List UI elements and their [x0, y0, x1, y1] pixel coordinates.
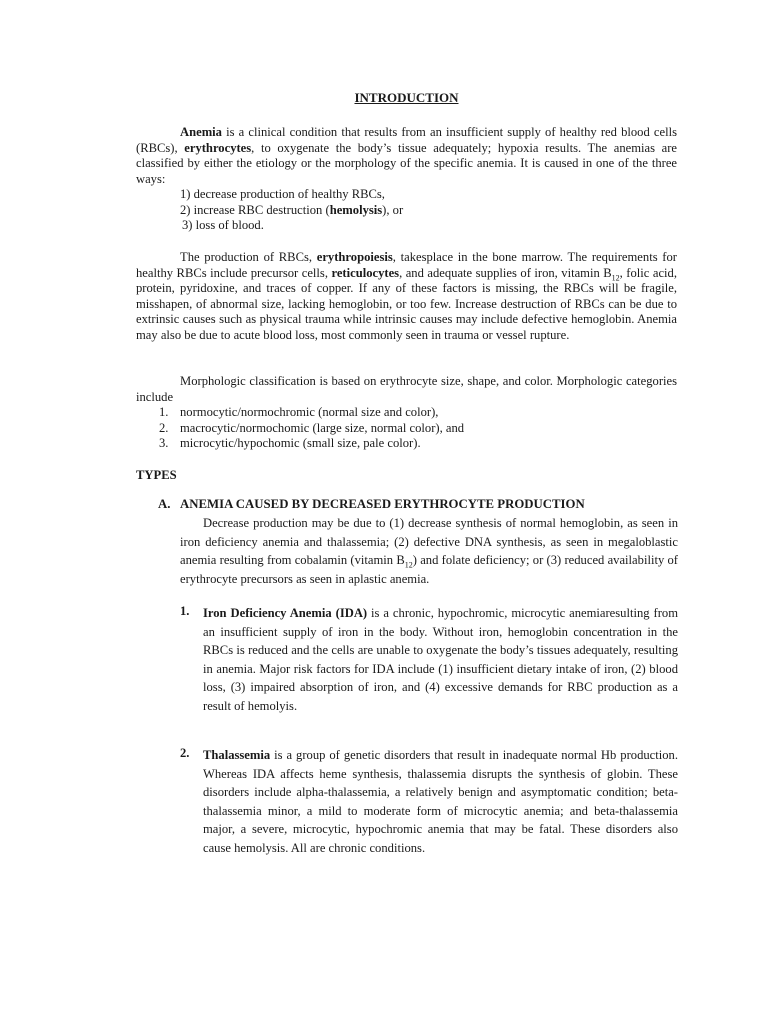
subscript-12: 12: [611, 273, 620, 283]
anemia-term: Anemia: [180, 125, 222, 139]
way-2: 2) increase RBC destruction (hemolysis), or: [180, 203, 404, 217]
subscript-12-b: 12: [404, 560, 413, 570]
erythrocytes-term: erythrocytes: [184, 140, 252, 155]
types-heading: TYPES: [136, 468, 177, 482]
production-paragraph: The production of RBCs, erythropoiesis, takesplace in the bone marrow. The requirements for healthy RBCs include precursor cells, reticulocytes, and adequate supplies of iron, vitamin $B_{12}$, folic acid, protein, pyridoxine, and traces of copper. If any of these factors is missing, the RBCs will be fragile, misshapen, of abnormal size, lacking hemoglobin, or too few. Increase destruction of RBCs can be due to extrinsic causes such as physical trauma while intrinsic causes may include defective hemoglobin. Anemia may also be due to acute blood loss, most commonly seen in trauma or vessel rupture.: [136, 250, 678, 342]
morph-item-1: 1. normocytic/normochromic (normal size and color),: [159, 405, 439, 419]
way-1: 1) decrease production of healthy RBCs,: [180, 187, 385, 201]
section-a-heading: A. ANEMIA CAUSED BY DECREASED ERYTHROCYTE PRODUCTION: [158, 497, 585, 511]
morph-item-3: 3. microcytic/hypochomic (small size, pale color).: [159, 436, 421, 450]
morphologic-paragraph: Morphologic classification is based on erythrocyte size, shape, and color. Morphologic categories include: [136, 374, 677, 404]
reticulocytes-term: reticulocytes: [331, 265, 400, 280]
ida-term: Iron Deficiency Anemia (IDA): [203, 606, 368, 620]
erythropoiesis-term: erythropoiesis: [316, 250, 393, 264]
item-1-number: 1.: [180, 604, 190, 618]
page-title: INTRODUCTION: [354, 90, 459, 105]
item-2-paragraph: Thalassemia is a group of genetic disorders that result in inadequate normal Hb production. Whereas IDA affects heme synthesis, thalassemia disrupts the synthesis of globin. These disorders include alpha-thalassemia, a relatively benign and asymptomatic condition; beta-thalassemia minor, a mild to moderate form of microcytic anemia; and beta-thalassemia major, a severe, microcytic, hypochromic anemia that may be fatal. These disorders also cause hemolysis. All are chronic conditions.: [203, 748, 678, 855]
intro-paragraph: Anemia is a clinical condition that results from an insufficient supply of healthy red blood cells (RBCs), erythrocytes, to oxygenate the body’s tissue adequately; hypoxia results. The anemias are classified by either the etiology or the morphology of the specific anemia. It is caused in one of the three ways:: [136, 125, 677, 186]
item-2-number: 2.: [180, 746, 190, 760]
morph-item-2: 2. macrocytic/normochomic (large size, normal color), and: [159, 421, 465, 435]
item-1-paragraph: Iron Deficiency Anemia (IDA) is a chronic, hypochromic, microcytic anemiaresulting from an insufficient supply of iron in the body. Without iron, hemoglobin concentration in the RBCs is reduced and the cells are unable to oxygenate the body’s tissues adequately, resulting in anemia. Major risk factors for IDA include (1) insufficient dietary intake of iron, (2) blood loss, (3) impaired absorption of iron, and (4) excessive demands for RBC production as a result of hemolyis.: [203, 606, 678, 713]
thalassemia-term: Thalassemia: [203, 748, 271, 762]
section-a-paragraph: Decrease production may be due to (1) decrease synthesis of normal hemoglobin, as seen in iron deficiency anemia and thalassemia; (2) defective DNA synthesis, as seen in megaloblastic anemia resulting from cobalamin (vitamin $B_{12}$) and folate deficiency; or (3) reduced availability of erythrocyte precursors as seen in aplastic anemia.: [180, 516, 678, 586]
hemolysis-term: hemolysis: [329, 203, 383, 217]
way-3: 3) loss of blood.: [182, 218, 264, 232]
